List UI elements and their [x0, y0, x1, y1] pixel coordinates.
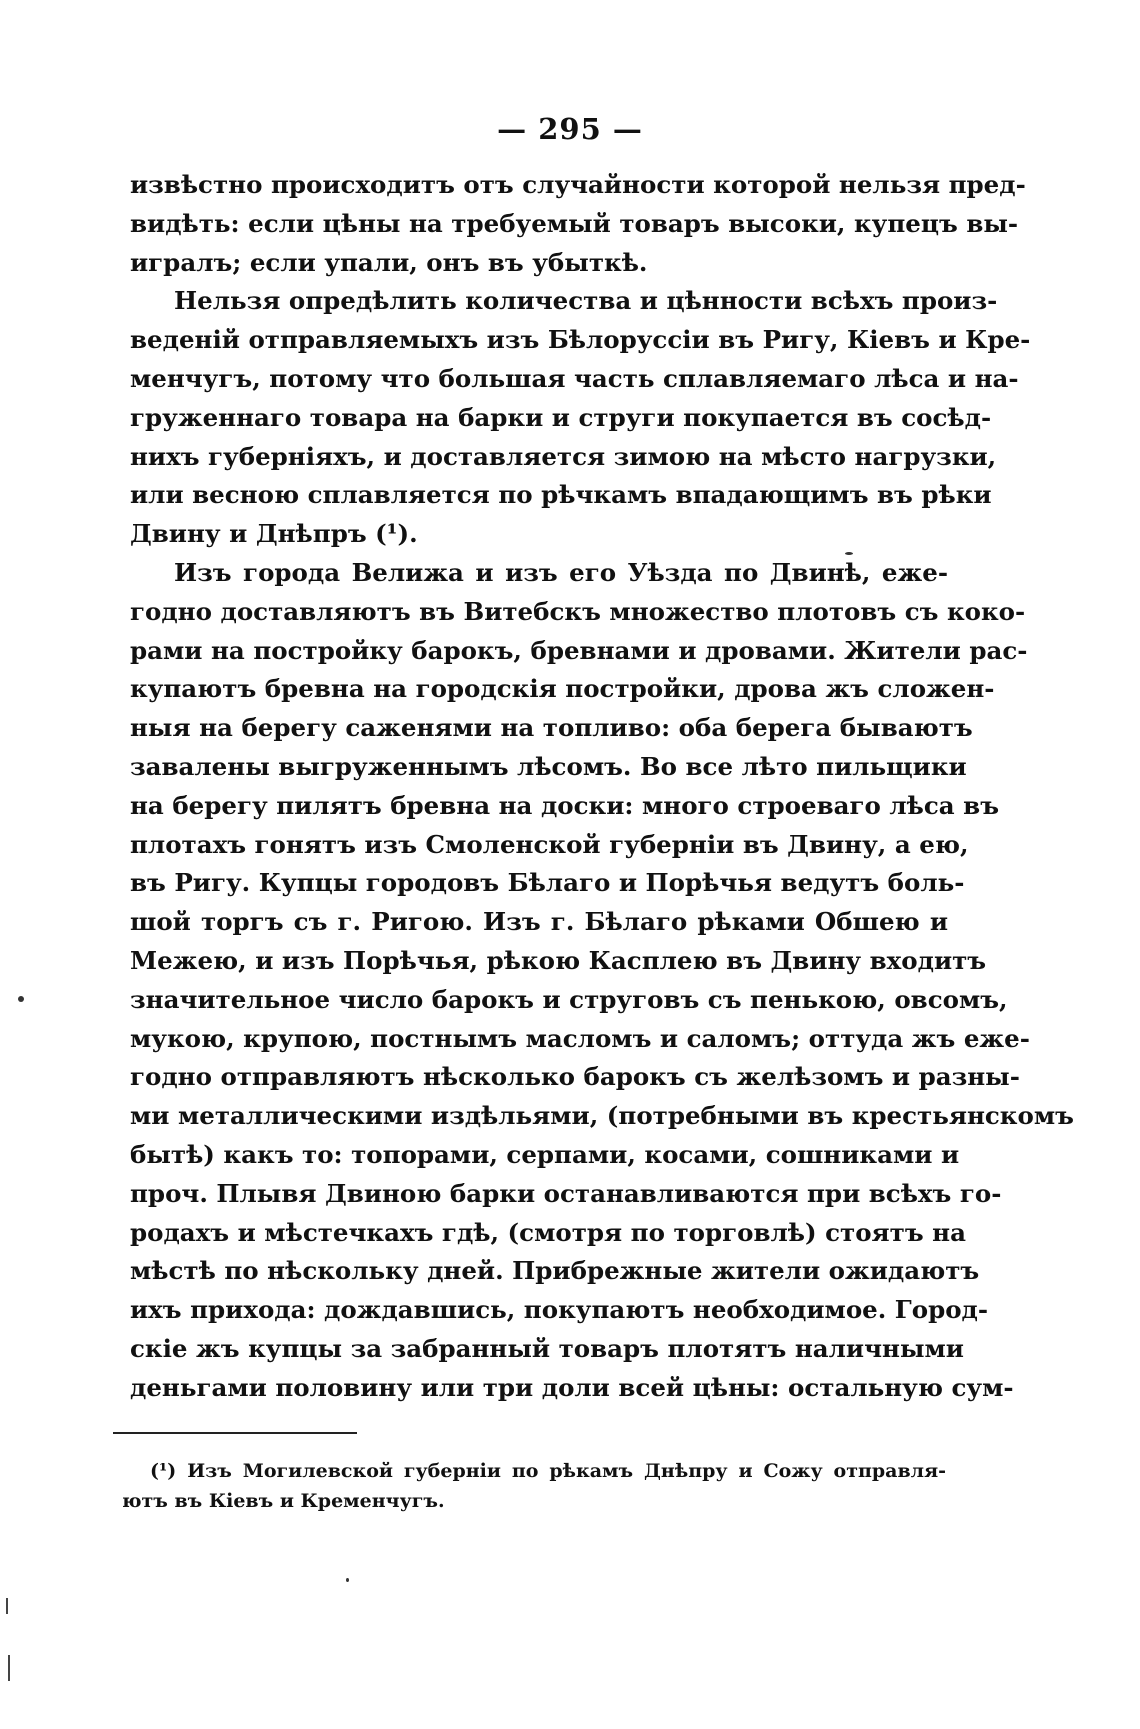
scan-edge-mark: [6, 1598, 8, 1614]
text-line: Межею, и изъ Порѣчья, рѣкою Касплею въ Двину входитъ: [130, 945, 987, 975]
text-line: видѣть: если цѣны на требуемый товаръ высоки, купецъ вы-: [130, 208, 1019, 238]
text-line: проч. Плывя Двиною барки останавливаются при всѣхъ го-: [130, 1178, 1002, 1208]
text-line: на берегу пилятъ бревна на доски: много строеваго лѣса въ: [130, 790, 999, 820]
text-line: бытѣ) какъ то: топорами, серпами, косами, сошниками и: [130, 1139, 960, 1169]
text-line: менчугъ, потому что большая часть сплавляемаго лѣса и на-: [130, 363, 1019, 393]
body-text: [130, 166, 1074, 1408]
text-line: въ Ригу. Купцы городовъ Бѣлаго и Порѣчья ведутъ боль-: [130, 868, 965, 898]
text-line: рами на постройку барокъ, бревнами и дровами. Жители рас-: [130, 635, 1028, 665]
text-line: годно отправляютъ нѣсколько барокъ съ желѣзомъ и разны-: [130, 1062, 1020, 1092]
text-line: ми металлическими издѣльями, (потребными въ крестьянскомъ: [130, 1101, 1074, 1131]
footnote-divider: [113, 1432, 357, 1434]
text-line: скіе жъ купцы за забранный товаръ плотятъ наличными: [130, 1333, 964, 1363]
text-line: родахъ и мѣстечкахъ гдѣ, (смотря по торговлѣ) стоятъ на: [130, 1217, 966, 1247]
paragraph-first-line: Изъ города Велижа и изъ его Уѣзда по Двинѣ, еже-: [174, 557, 948, 587]
text-line: плотахъ гонятъ изъ Смоленской губерніи въ Двину, а ею,: [130, 829, 969, 859]
text-line: ихъ прихода: дождавшись, покупаютъ необходимое. Город-: [130, 1295, 989, 1325]
footnote-line: (¹) Изъ Могилевской губерніи по рѣкамъ Днѣпру и Сожу отправля-: [150, 1460, 946, 1482]
text-line: веденій отправляемыхъ изъ Бѣлоруссіи въ Ригу, Кіевъ и Кре-: [130, 325, 1031, 355]
footnote-text: [122, 1456, 946, 1516]
text-line: значительное число барокъ и струговъ съ пенькою, овсомъ,: [130, 984, 1008, 1014]
text-line: ныя на берегу саженями на топливо: оба берега бываютъ: [130, 713, 973, 743]
text-line: шой торгъ съ г. Ригою. Изъ г. Бѣлаго рѣками Обшею и: [130, 907, 948, 937]
text-line: груженнаго товара на барки и струги покупается въ сосѣд-: [130, 402, 992, 432]
paragraph-first-line: Нельзя опредѣлить количества и цѣнности всѣхъ произ-: [174, 286, 998, 316]
text-line: мукою, крупою, постнымъ масломъ и саломъ; оттуда жъ еже-: [130, 1023, 1030, 1053]
scan-speck: [18, 996, 24, 1002]
footnote-line: ютъ въ Кіевъ и Кременчугъ.: [122, 1490, 445, 1512]
text-line: годно доставляютъ въ Витебскъ множество плотовъ съ коко-: [130, 596, 1026, 626]
scan-speck: [845, 552, 853, 555]
text-line: завалены выгруженнымъ лѣсомъ. Во все лѣто пильщики: [130, 751, 967, 781]
scan-edge-mark: [8, 1655, 10, 1681]
text-line: купаютъ бревна на городскія постройки, дрова жъ сложен-: [130, 674, 995, 704]
text-line: извѣстно происходитъ отъ случайности которой нельзя пред-: [130, 170, 1026, 199]
text-line: Двину и Днѣпръ (¹).: [130, 519, 418, 549]
text-line: или весною сплавляется по рѣчкамъ впадающимъ въ рѣки: [130, 480, 992, 510]
text-line: нихъ губерніяхъ, и доставляется зимою на мѣсто нагрузки,: [130, 441, 997, 471]
scan-speck: [346, 1578, 349, 1582]
text-line: игралъ; если упали, онъ въ убыткѣ.: [130, 247, 648, 277]
text-line: мѣстѣ по нѣскольку дней. Прибрежные жители ожидаютъ: [130, 1256, 980, 1286]
text-line: деньгами половину или три доли всей цѣны: остальную сум-: [130, 1372, 1014, 1402]
footnote: [122, 1456, 946, 1516]
page-number: — 295 —: [497, 112, 643, 146]
